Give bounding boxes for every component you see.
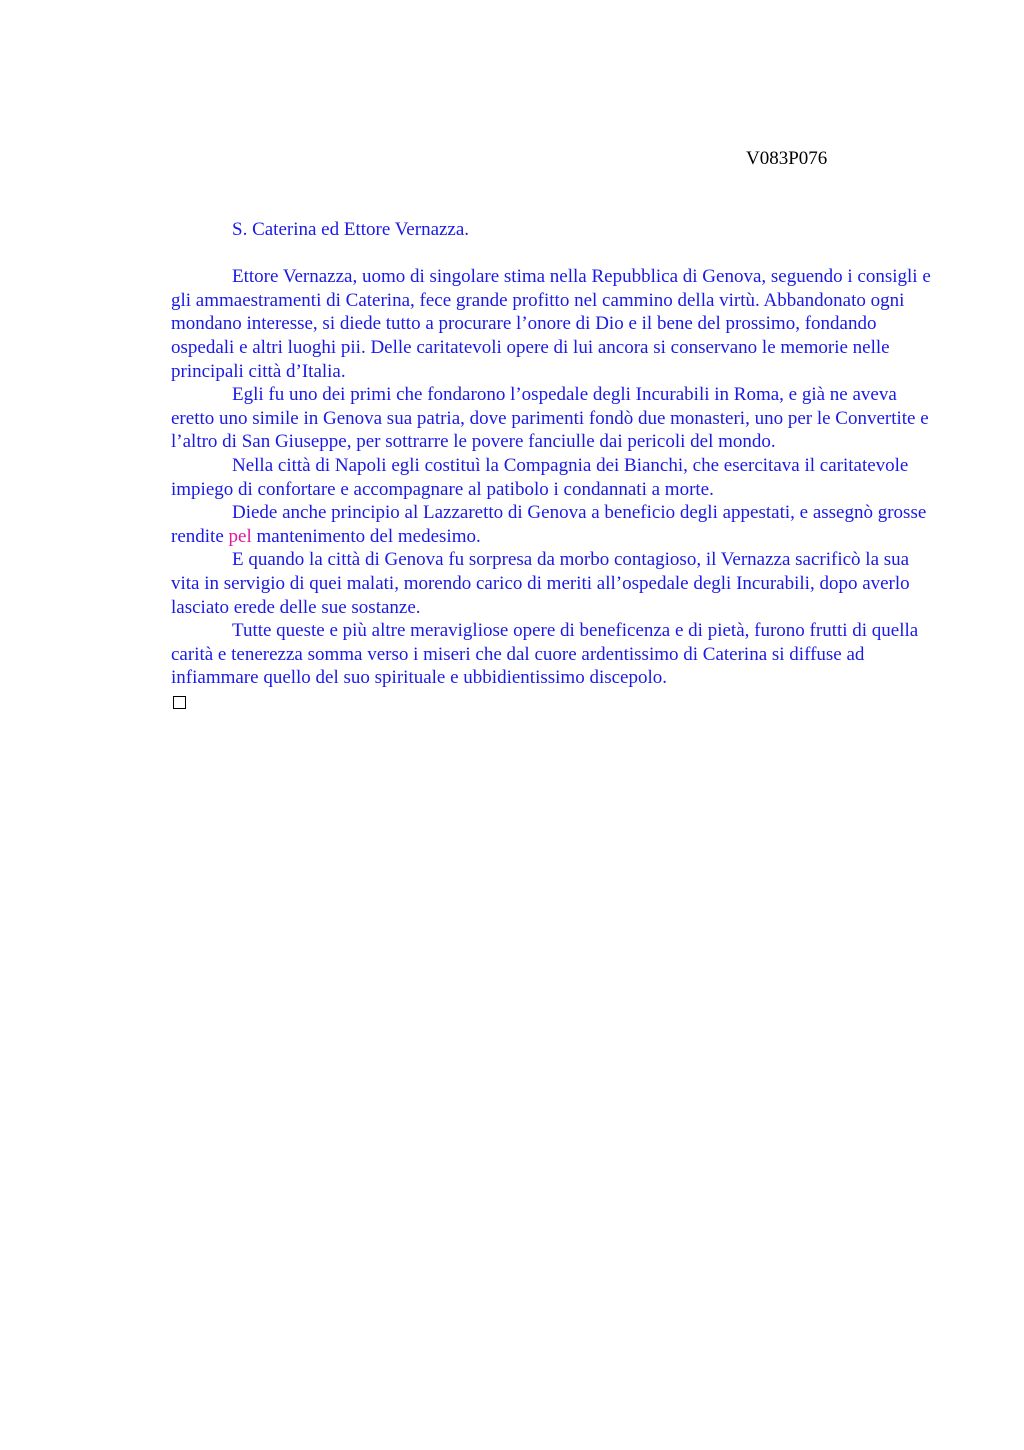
document-body (171, 218, 939, 715)
end-marker (171, 690, 939, 716)
highlighted-word: pel (228, 525, 252, 547)
paragraph-4-text-start: Diede anche principio al Lazzaretto di Genova a beneficio degli appestati, e assegnò grosse rendite (171, 502, 927, 547)
paragraph-1: Ettore Vernazza, uomo di singolare stima nella Repubblica di Genova, seguendo i consigli e gli ammaestramenti di Caterina, fece grande profitto nel cammino della virtù. Abbandonato ogni mondano interesse, si diede tutto a procurare l’onore di Dio e il bene del prossimo, fondando ospedali e altri luoghi pii. Delle caritatevoli opere di lui ancora si conservano le memorie nelle principali città d’Italia. (171, 266, 931, 382)
paragraph-2: Egli fu uno dei primi che fondarono l’ospedale degli Incurabili in Roma, e già ne aveva eretto uno simile in Genova sua patria, dove parimenti fondò due monasteri, uno per le Convertite e l’altro di San Giuseppe, per sottrarre le povere fanciulle dai pericoli del mondo. (171, 384, 929, 453)
paragraph-5: E quando la città di Genova fu sorpresa da morbo contagioso, il Vernazza sacrificò la sua vita in servigio di quei malati, morendo carico di meriti all’ospedale degli Incurabili, dopo averlo lasciato erede delle sue sostanze. (171, 549, 910, 618)
paragraph-6: Tutte queste e più altre meravigliose opere di beneficenza e di pietà, furono frutti di quella carità e tenerezza somma verso i miseri che dal cuore ardentissimo di Caterina si diffuse ad infiammare quello del suo spirituale e ubbidientissimo discepolo. (171, 620, 919, 689)
paragraph-3: Nella città di Napoli egli costituì la Compagnia dei Bianchi, che esercitava il caritatevole impiego di confortare e accompagnare al patibolo i condannati a morte. (171, 454, 909, 500)
paragraph-4-text-end: mantenimento del medesimo. (251, 525, 481, 547)
document-title: S. Caterina ed Ettore Vernazza. (232, 219, 470, 240)
empty-square-icon (173, 696, 186, 709)
paragraph-4 (171, 501, 939, 548)
page-code: V083P076 (746, 148, 828, 169)
